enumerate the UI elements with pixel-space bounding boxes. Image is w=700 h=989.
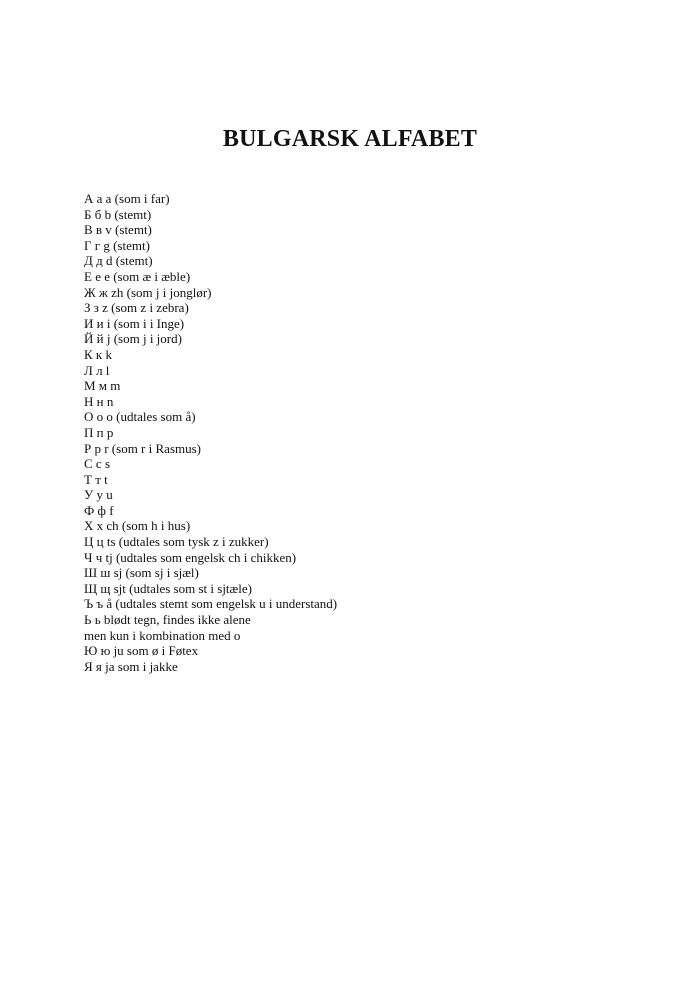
alphabet-line: Б б b (stemt) <box>84 206 152 222</box>
alphabet-line: Т т t <box>84 471 108 487</box>
alphabet-line: Г г g (stemt) <box>84 237 150 253</box>
alphabet-line: Ж ж zh (som j i jonglør) <box>84 284 212 300</box>
alphabet-line: Ю ю ju som ø i Føtex <box>84 643 199 659</box>
alphabet-line: Щ щ sjt (udtales som st i sjtæle) <box>84 580 252 596</box>
alphabet-line: М м m <box>84 378 121 394</box>
alphabet-line: men kun i kombination med o <box>84 627 241 643</box>
alphabet-line: П п p <box>84 424 114 440</box>
alphabet-line: Х х ch (som h i hus) <box>84 518 191 534</box>
alphabet-line: Й й j (som j i jord) <box>84 331 182 347</box>
alphabet-line: А а a (som i far) <box>84 191 170 206</box>
alphabet-line: Ь ь blødt tegn, findes ikke alene <box>84 612 251 628</box>
alphabet-line: Е е e (som æ i æble) <box>84 268 191 284</box>
alphabet-line: Н н n <box>84 393 114 409</box>
alphabet-line: Ч ч tj (udtales som engelsk ch i chikken) <box>84 549 297 565</box>
alphabet-line: Д д d (stemt) <box>84 253 153 269</box>
page-title: BULGARSK ALFABET <box>222 126 478 152</box>
alphabet-line: Ф ф f <box>84 502 114 518</box>
alphabet-line: О о o (udtales som å) <box>84 409 196 425</box>
alphabet-line: Л л l <box>84 362 110 378</box>
alphabet-line: В в v (stemt) <box>84 222 152 238</box>
alphabet-line: Ц ц ts (udtales som tysk z i zukker) <box>84 534 269 550</box>
alphabet-line: Ш ш sj (som sj i sjæl) <box>84 565 199 581</box>
alphabet-line: С с s <box>84 456 110 472</box>
alphabet-line: К к k <box>84 346 112 362</box>
alphabet-line: И и i (som i i Inge) <box>84 315 185 331</box>
alphabet-list <box>84 191 337 674</box>
alphabet-line: З з z (som z i zebra) <box>84 300 189 316</box>
alphabet-line: Я я ja som i jakke <box>84 658 178 674</box>
alphabet-line: У у u <box>84 487 113 503</box>
alphabet-line: Ъ ъ å (udtales stemt som engelsk u i understand) <box>84 596 338 612</box>
alphabet-line: Р р r (som r i Rasmus) <box>84 440 201 456</box>
